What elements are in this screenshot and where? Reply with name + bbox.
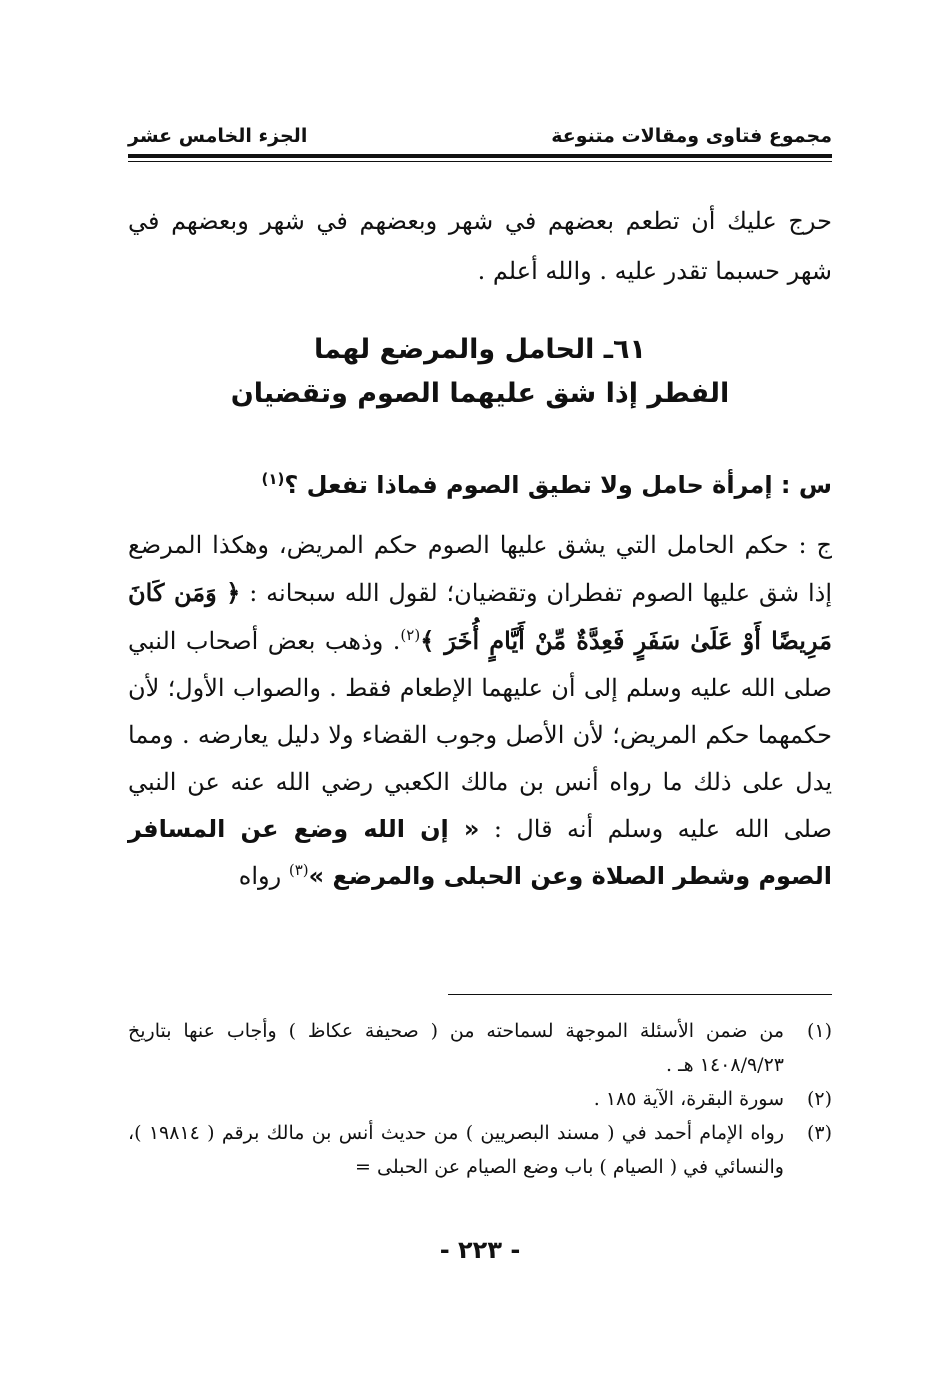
footnote-ref-3: (٣) — [288, 861, 309, 879]
running-header — [128, 118, 832, 154]
footnote-text: من ضمن الأسئلة الموجهة لسماحته من ( صحيفة عكاظ ) وأجاب عنها بتاريخ ١٤٠٨/٩/٢٣ هـ . — [128, 1020, 784, 1076]
section-title-line2: الفطر إذا شق عليهما الصوم وتقضيان — [230, 378, 730, 409]
footnotes — [128, 1014, 832, 1184]
quran-verse: ﴿ وَمَن كَانَ مَرِيضًا أَوْ عَلَىٰ سَفَرٍ فَعِدَّةٌ مِّنْ أَيَّامٍ أُخَرَ ﴾ — [128, 578, 832, 655]
page-number: - ٢٢٣ - — [439, 1236, 521, 1264]
footnote-3 — [128, 1116, 832, 1184]
volume-label: الجزء الخامس عشر — [128, 125, 308, 147]
book-title: مجموع فتاوى ومقالات متنوعة — [551, 125, 832, 147]
question-text: س : إمرأة حامل ولا تطيق الصوم فماذا تفعل ؟ — [284, 471, 832, 499]
header-rule-thick — [128, 154, 832, 158]
footnote-text: رواه الإمام أحمد في ( مسند البصريين ) من حديث أنس بن مالك برقم ( ١٩٨١٤ )، والنسائي في ( الصيام ) باب وضع الصيام عن الحبلى = — [128, 1122, 784, 1178]
footnote-number: (٣) — [806, 1122, 832, 1144]
footnote-number: (١) — [806, 1020, 832, 1042]
intro-paragraph: حرج عليك أن تطعم بعضهم في شهر وبعضهم في شهر وبعضهم في شهر حسبما تقدر عليه . والله أعلم . — [128, 207, 832, 285]
hadith-quote: « إن الله وضع عن المسافر الصوم وشطر الصلاة وعن الحبلى والمرضع » — [128, 815, 832, 890]
answer-paragraph — [128, 522, 832, 900]
footnote-ref-2: (٢) — [400, 626, 421, 644]
footnote-separator — [448, 994, 832, 995]
answer-part2: . وذهب بعض أصحاب النبي صلى الله عليه وسلم إلى أن عليهما الإطعام فقط . والصواب الأول؛ لأن حكمهما حكم المريض؛ لأن الأصل وجوب القضاء ولا دليل يعارضه . ومما يدل على ذلك ما رواه أنس بن مالك الكعبي رضي الله عنه عن النبي صلى الله عليه وسلم أنه قال : — [128, 627, 832, 843]
footnote-number: (٢) — [806, 1088, 832, 1110]
footnote-1 — [128, 1014, 832, 1082]
answer-part1: ج : حكم الحامل التي يشق عليها الصوم حكم المريض، وهكذا المرضع إذا شق عليها الصوم تفطران وتقضيان؛ لقول الله سبحانه : — [128, 531, 832, 607]
footnote-2 — [128, 1082, 832, 1116]
footnote-text: سورة البقرة، الآية ١٨٥ . — [593, 1088, 784, 1110]
section-title-line1: ٦١ـ الحامل والمرضع لهما — [313, 334, 646, 365]
question — [128, 460, 832, 510]
footnote-ref-1: (١) — [261, 470, 285, 488]
answer-part3: رواه — [238, 862, 289, 890]
header-rule-thin — [128, 161, 832, 162]
